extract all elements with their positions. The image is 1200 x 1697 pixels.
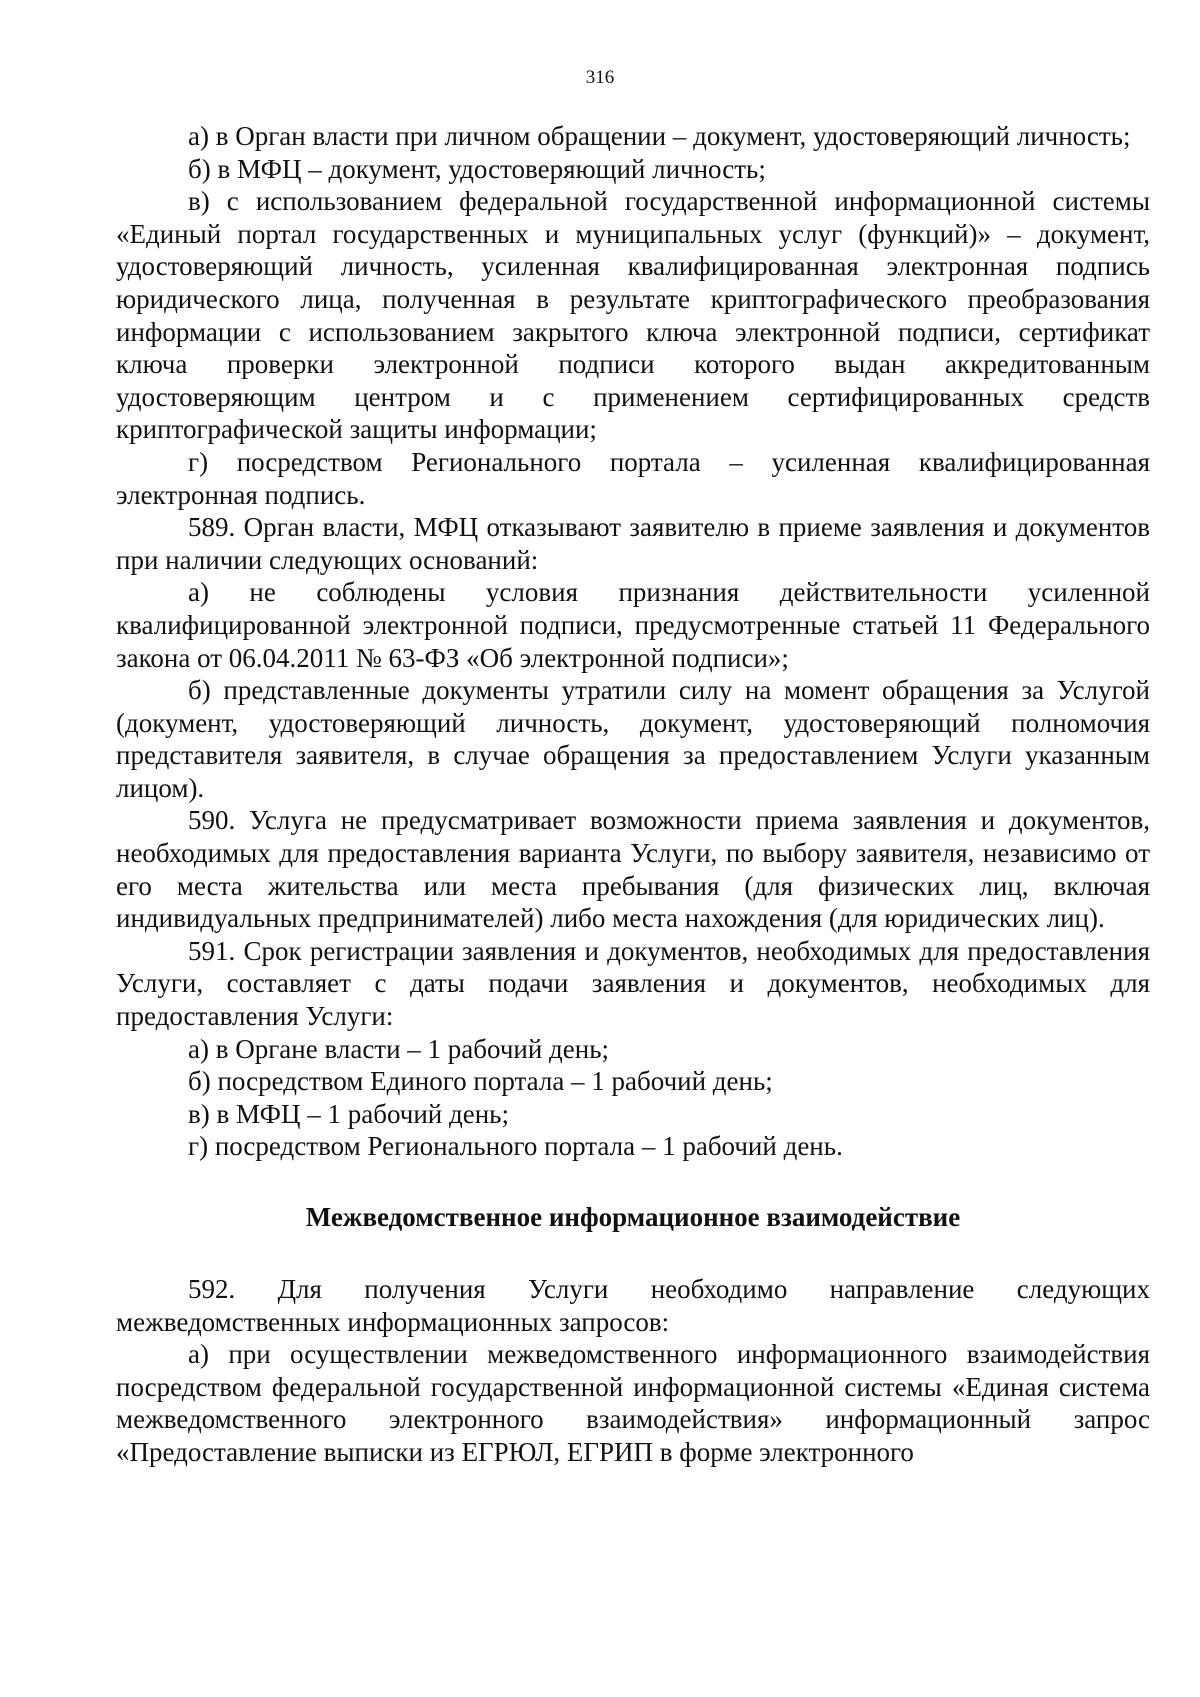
paragraph-589-b: б) представленные документы утратили силу на момент обращения за Услугой (документ, удостоверяющий личность, документ, удостоверяющий полномочия представителя заявителя, в случае обращения за предоставлением Услуги указанным лицом). — [116, 675, 1150, 803]
paragraph-592-a: а) при осуществлении межведомственного информационного взаимодействия посредством федеральной государственной информационной системы «Единая система межведомственного электронного взаимодействия» информационный запрос «Предоставление выписки из ЕГРЮЛ, ЕГРИП в форме электронного — [116, 1339, 1150, 1467]
section-heading: Межведомственное информационное взаимодействие — [305, 1202, 961, 1232]
paragraph-591-b: б) посредством Единого портала – 1 рабочий день; — [188, 1066, 773, 1097]
paragraph-590: 590. Услуга не предусматривает возможности приема заявления и документов, необходимых для предоставления варианта Услуги, по выбору заявителя, независимо от его места жительства или места пребывания (для физических лиц, включая индивидуальных предпринимателей) либо места нахождения (для юридических лиц). — [116, 805, 1150, 934]
paragraph-589: 589. Орган власти, МФЦ отказывают заявителю в приеме заявления и документов при наличии следующих оснований: — [116, 512, 1150, 575]
page-number: 316 — [585, 67, 615, 88]
paragraph-regional-portal-signature: г) посредством Регионального портала – усиленная квалифицированная электронная подпись. — [116, 446, 1150, 510]
document-body — [116, 120, 1150, 1469]
paragraph-document-in-authority: а) в Орган власти при личном обращении – документ, удостоверяющий личность; — [188, 121, 1131, 151]
paragraph-589-a: а) не соблюдены условия признания действительности усиленной квалифицированной электронной подписи, предусмотренные статьей 11 Федерального закона от 06.04.2011 № 63-ФЗ «Об электронной подписи»; — [116, 577, 1150, 673]
paragraph-591: 591. Срок регистрации заявления и документов, необходимых для предоставления Услуги, составляет с даты подачи заявления и документов, необходимых для предоставления Услуги: — [116, 935, 1150, 1032]
paragraph-592: 592. Для получения Услуги необходимо направление следующих межведомственных информационных запросов: — [116, 1274, 1150, 1337]
paragraph-591-d: г) посредством Регионального портала – 1 рабочий день. — [188, 1131, 843, 1162]
paragraph-unified-portal-signature: в) с использованием федеральной государственной информационной системы «Единый портал государственных и муниципальных услуг (функций)» – документ, удостоверяющий личность, усиленная квалифицированная электронная подпись юридического лица, полученная в результате криптографического преобразования информации с использованием закрытого ключа электронной подписи, сертификат ключа проверки электронной подписи которого выдан аккредитованным удостоверяющим центром и с применением сертифицированных средств криптографической защиты информации; — [116, 186, 1150, 445]
paragraph-591-c: в) в МФЦ – 1 рабочий день; — [188, 1098, 509, 1129]
paragraph-document-in-mfc: б) в МФЦ – документ, удостоверяющий личность; — [188, 153, 766, 184]
paragraph-591-a: а) в Органе власти – 1 рабочий день; — [188, 1033, 610, 1064]
